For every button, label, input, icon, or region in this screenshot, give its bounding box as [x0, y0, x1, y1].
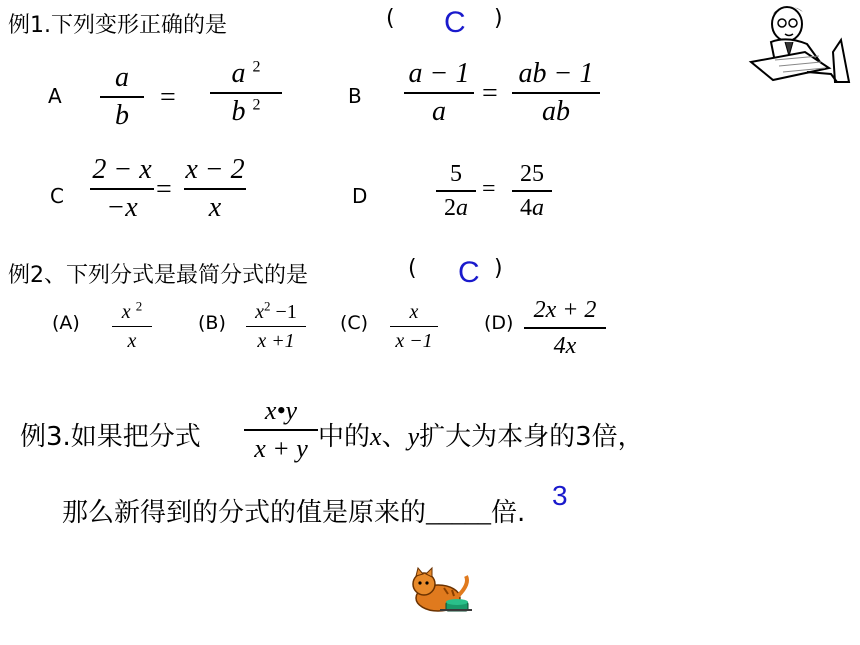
numerator: 2 − x [92, 154, 152, 185]
exponent: 2 [252, 96, 261, 114]
ex2-option-a-label: (A) [52, 312, 80, 334]
ex3-rest [318, 416, 644, 453]
numerator: x•y [264, 396, 298, 425]
ex1-option-b-right-fraction [512, 60, 600, 126]
ex1-paren-close: ) [494, 6, 503, 31]
ex1-paren-open: ( [386, 6, 395, 31]
denominator: b [231, 96, 246, 127]
ex3-blank: _____ [426, 498, 492, 527]
ex1-answer: C [444, 6, 466, 39]
numerator: 2x + 2 [533, 297, 597, 323]
ex2-paren-open: ( [408, 256, 417, 281]
ex1-option-b-left-fraction [404, 60, 474, 126]
denominator: x [208, 192, 222, 223]
ex3-var-y: y [407, 422, 420, 451]
ex2-prompt: 例2、下列分式是最简分式的是 [8, 263, 308, 288]
ex2-option-b-fraction [246, 298, 306, 352]
ex1-option-a-right-fraction [210, 60, 282, 126]
denominator: x + y [254, 434, 308, 463]
ex2-answer: C [458, 256, 480, 289]
ex3-suffix: 倍. [491, 498, 526, 528]
denominator-coefficient: 4 [520, 195, 532, 221]
denominator: ab [542, 96, 570, 127]
ex1-prompt: 例1.下列变形正确的是 [8, 13, 227, 38]
ex1-option-d-right-fraction [512, 162, 552, 220]
numerator: x − 2 [185, 154, 245, 185]
ex1-option-a-left-fraction [100, 64, 144, 130]
exponent: 2 [135, 298, 143, 314]
ex1-option-b-label: B [348, 84, 362, 108]
numerator: 5 [450, 161, 462, 187]
ex2-paren-close: ) [494, 256, 503, 281]
ex1-option-c-equals: = [156, 174, 172, 205]
exponent: 2 [264, 298, 271, 314]
ex2-option-b-label: (B) [198, 312, 226, 334]
denominator-coefficient: 2 [444, 195, 456, 221]
ex2-option-d-fraction [524, 298, 606, 358]
teacher-clipart [745, 0, 857, 92]
ex1-option-d-left-fraction [436, 162, 476, 220]
ex3-middle1: 中的 [318, 422, 371, 452]
ex1-option-c-left-fraction [90, 156, 154, 222]
denominator-variable: a [532, 195, 544, 221]
ex3-fraction [244, 398, 318, 462]
ex3-middle2: 扩大为本身的3倍， [419, 422, 644, 452]
ex1-option-d-label: D [352, 184, 368, 208]
ex2-option-a-fraction [112, 298, 152, 352]
cat-clipart [410, 566, 476, 614]
denominator: −x [106, 192, 138, 223]
numerator: x [121, 301, 131, 323]
ex2-option-c-fraction [390, 302, 438, 351]
numerator: a [231, 58, 246, 89]
numerator: ab − 1 [518, 58, 594, 89]
denominator: x [127, 330, 137, 352]
numerator: 25 [520, 161, 544, 187]
denominator: x −1 [395, 330, 433, 352]
denominator: x +1 [257, 330, 295, 352]
ex1-option-d-equals: = [482, 176, 496, 202]
denominator: b [115, 100, 129, 131]
ex3-prefix: 例3.如果把分式 [20, 422, 201, 452]
denominator: 4x [553, 333, 577, 359]
ex3-var-x: x [370, 422, 382, 451]
numerator: x [409, 301, 419, 323]
denominator: a [432, 96, 446, 127]
numerator: a [115, 62, 129, 93]
ex1-option-c-label: C [50, 184, 64, 208]
ex3-line2-text: 那么新得到的分式的值是原来的 [62, 498, 427, 528]
ex3-answer: 3 [552, 480, 568, 511]
ex1-option-a-equals: = [160, 82, 176, 113]
numerator: a − 1 [408, 58, 470, 89]
numerator: x [255, 301, 265, 323]
ex1-option-a-label: A [48, 84, 62, 108]
denominator-variable: a [456, 195, 468, 221]
exponent: 2 [252, 58, 261, 76]
ex2-option-c-label: (C) [340, 312, 369, 334]
ex3-sep: 、 [381, 422, 408, 452]
ex2-option-d-label: (D) [484, 312, 514, 334]
ex3-line2 [62, 492, 525, 529]
numerator-rest: −1 [270, 301, 297, 323]
ex1-option-c-right-fraction [184, 156, 246, 222]
ex1-option-b-equals: = [482, 78, 498, 109]
